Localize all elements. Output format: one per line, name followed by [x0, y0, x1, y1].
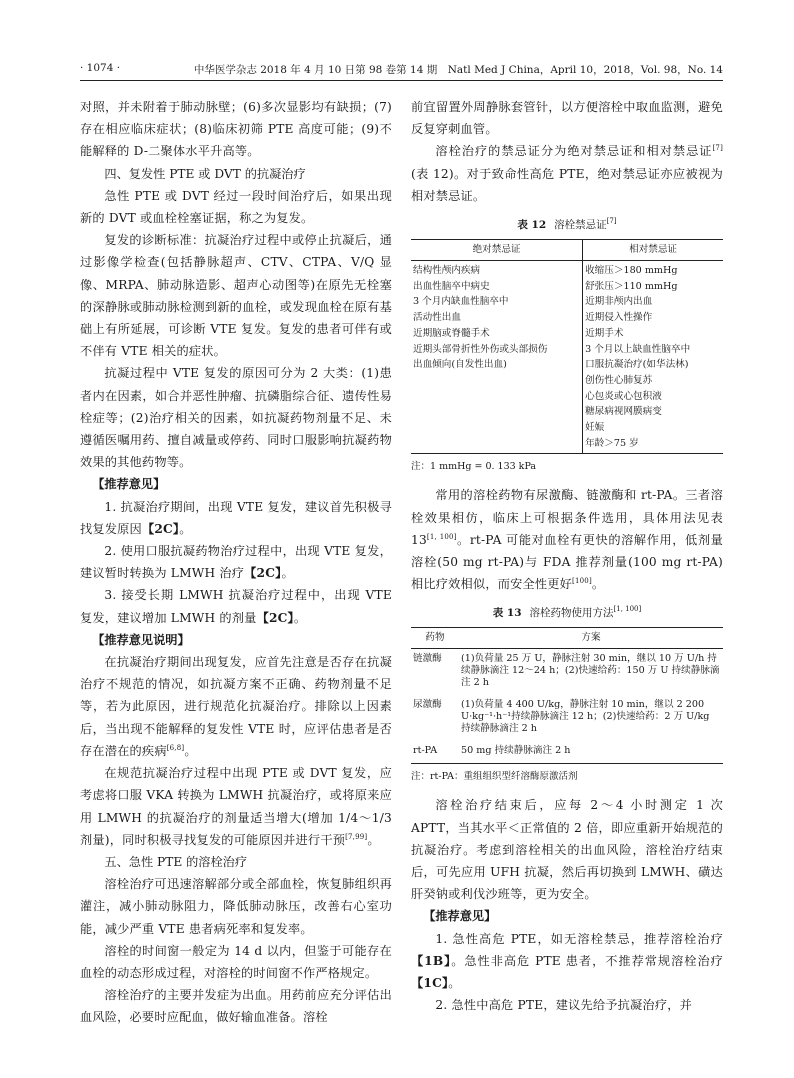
list-item: 近期非颅内出血	[585, 296, 653, 308]
list-item: 活动性出血	[413, 312, 461, 324]
list-item: 创伤性心肺复苏	[585, 374, 653, 386]
paragraph-text: 。rt-PA 可能对血栓有更快的溶解作用，低剂量溶栓(50 mg rt-PA)与 FDA 推荐剂量(100 mg rt-PA)相比疗效相似，而安全性更好	[411, 532, 723, 592]
evidence-level: 【1C】	[411, 976, 449, 991]
table-header-drug: 药物	[411, 628, 459, 649]
evidence-level: 【2C】	[256, 610, 294, 625]
recommendation-item: 1. 急性高危 PTE，如无溶栓禁忌，推荐溶栓治疗【1B】。急性非高危 PTE 患者，不推荐常规溶栓治疗【1C】。	[411, 931, 723, 991]
recommendation-text: 1. 急性高危 PTE，如无溶栓禁忌，推荐溶栓治疗	[435, 931, 723, 946]
header-rule	[80, 80, 723, 81]
paragraph: 溶栓治疗结束后，应每 2～4 小时测定 1 次 APTT，当其水平＜正常值的 2 倍，即应重新开始规范的抗凝治疗。考虑到溶栓相关的出血风险，溶栓治疗结束后，可先应用 UFH 抗凝，然后再切换到 LMWH、磺达肝癸钠或利伐沙班等，更为安全。	[411, 798, 723, 902]
paragraph: 对照，并未附着于肺动脉壁；(6)多次显影均有缺损；(7)存在相应临床症状；(8)临床初筛 PTE 高度可能；(9)不能解释的 D-二聚体水平升高等。	[80, 100, 392, 159]
list-item: 口服抗凝治疗(如华法林)	[585, 359, 689, 371]
left-column	[80, 96, 392, 1029]
citation-ref: [1, 100]	[426, 532, 457, 541]
running-header	[80, 62, 723, 78]
list-item: 年龄＞75 岁	[585, 437, 639, 449]
drug-cell: 尿激酶	[413, 699, 442, 711]
list-item: 出血性脑卒中病史	[413, 280, 490, 292]
list-item: 妊娠	[585, 422, 605, 434]
recommendation-item: 2. 使用口服抗凝药物治疗过程中，出现 VTE 复发，建议暂时转换为 LMWH 治疗【2C】。	[80, 544, 392, 581]
table13-caption	[411, 603, 723, 623]
plan-cell: 50 mg 持续静脉滴注 2 h	[459, 741, 723, 764]
list-item: 糖尿病视网膜病变	[585, 406, 662, 418]
right-column	[411, 96, 723, 1017]
recommendation-heading: 【推荐意见】	[423, 909, 497, 924]
explanation-text: 在规范抗凝治疗过程中出现 PTE 或 DVT 复发，应考虑将口服 VKA 转换为 LMWH 抗凝治疗，或将原来应用 LMWH 的抗凝治疗的剂量适当增大(增加 1/4～1/3 剂量)，同时积极寻找复发的可能原因并进行干预	[80, 766, 392, 847]
paragraph-text: 溶栓治疗的禁忌证分为绝对禁忌证和相对禁忌证	[435, 144, 713, 159]
explanation-paragraph: 在抗凝治疗期间出现复发，应首先注意是否存在抗凝治疗不规范的情况，如抗凝方案不正确、药物剂量不足等，若为此原因，进行规范化抗凝治疗。排除以上因素后，当出现不能解释的复发性 VTE 时，应评估患者是否存在潜在的疾病[6,8]。	[80, 655, 392, 758]
paragraph-text: 。	[591, 577, 605, 592]
paragraph: 前宜留置外周静脉套管针，以方便溶栓中取血监测，避免反复穿刺血管。	[411, 100, 723, 137]
table13-note: 注：rt-PA：重组组织型纤溶酶原激活剂	[411, 771, 578, 783]
table12-note: 注：1 mmHg = 0. 133 kPa	[411, 461, 537, 473]
explanation-heading: 【推荐意见说明】	[92, 632, 190, 647]
recommendation-text: 2. 使用口服抗凝药物治疗过程中，出现 VTE 复发，建议暂时转换为 LMWH 治疗	[80, 544, 392, 581]
contraindications-table	[411, 239, 723, 454]
table-number: 表 12	[517, 219, 547, 232]
table-number: 表 13	[492, 607, 522, 620]
paragraph: 溶栓治疗的主要并发症为出血。用药前应充分评估出血风险，必要时应配血，做好输血准备。溶栓	[80, 988, 392, 1025]
page-number: · 1074 ·	[80, 62, 121, 74]
citation-ref: [7,99]	[345, 832, 368, 841]
table-row	[411, 741, 723, 764]
paragraph: 抗凝过程中 VTE 复发的原因可分为 2 大类：(1)患者内在因素，如合并恶性肿瘤、抗磷脂综合征、遗传性易栓症等；(2)治疗相关的因素，如抗凝药物剂量不足、未遵循医嘱用药、擅自减量或停药、同时口服影响抗凝药物效果的其他药物等。	[80, 366, 392, 470]
recommendation-heading: 【推荐意见】	[92, 477, 166, 492]
section-heading-recurrence: 四、复发性 PTE 或 DVT 的抗凝治疗	[104, 166, 306, 181]
citation-ref: [1, 100]	[613, 605, 642, 614]
list-item: 3 个月以上缺血性脑卒中	[585, 343, 691, 355]
table12-caption	[411, 215, 723, 235]
paragraph: 溶栓的时间窗一般定为 14 d 以内，但鉴于可能存在血栓的动态形成过程，对溶栓的时间窗不作严格规定。	[80, 943, 392, 980]
table-header-relative: 相对禁忌证	[583, 240, 723, 261]
list-item: 心包炎或心包积液	[585, 390, 662, 402]
citation-ref: [7]	[606, 217, 617, 226]
list-item: 结构性颅内疾病	[413, 265, 481, 277]
plan-cell: (1)负荷量 4 400 U/kg，静脉注射 10 min，继以 2 200 U·kg⁻¹·h⁻¹持续静脉滴注 12 h；(2)快速给药：2 万 U/kg 持续静脉滴注 2 h	[461, 699, 710, 735]
thrombolytic-dosing-table	[411, 627, 723, 764]
explanation-paragraph: 在规范抗凝治疗过程中出现 PTE 或 DVT 复发，应考虑将口服 VKA 转换为 LMWH 抗凝治疗，或将原来应用 LMWH 的抗凝治疗的剂量适当增大(增加 1/4～1/3 剂量)，同时积极寻找复发的可能原因并进行干预[7,99]。	[80, 766, 392, 847]
paragraph	[411, 484, 723, 595]
list-item: 3 个月内缺血性脑卒中	[413, 296, 509, 308]
recommendation-item: 1. 抗凝治疗期间，出现 VTE 复发，建议首先积极寻找复发原因【2C】。	[80, 499, 392, 536]
recommendation-text: 3. 接受长期 LMWH 抗凝治疗过程中，出现 VTE 复发，建议增加 LMWH 的剂量	[80, 588, 392, 625]
table-row	[411, 649, 723, 696]
paragraph: 复发的诊断标准：抗凝治疗过程中或停止抗凝后，通过影像学检查(包括静脉超声、CTV、CTPA、V/Q 显像、MRPA、肺动脉造影、超声心动图等)在原先无栓塞的深静脉或肺动脉检测到新的血栓，或发现血栓在原有基础上有所延展，可诊断 VTE 复发。复发的患者可伴有或不伴有 VTE 相关的症状。	[80, 233, 392, 359]
list-item: 出血倾向(自发性出血)	[413, 359, 507, 371]
list-item: 收缩压＞180 mmHg	[585, 265, 678, 277]
citation-ref: [7]	[712, 144, 723, 153]
drug-cell: 链激酶	[413, 653, 442, 665]
citation-ref: [6,8]	[166, 743, 185, 752]
recommendation-item: 2. 急性中高危 PTE，建议先给予抗凝治疗，并	[435, 998, 692, 1013]
drug-cell: rt-PA	[411, 741, 459, 764]
citation-ref: [100]	[572, 577, 592, 586]
evidence-level: 【1B】	[411, 953, 452, 968]
recommendation-text: 1. 抗凝治疗期间，出现 VTE 复发，建议首先积极寻找复发原因	[80, 499, 392, 536]
table-header-absolute: 绝对禁忌证	[411, 240, 583, 261]
paragraph: 溶栓治疗可迅速溶解部分或全部血栓，恢复肺组织再灌注，减小肺动脉阻力，降低肺动脉压，改善右心室功能，减少严重 VTE 患者病死率和复发率。	[80, 877, 392, 936]
paragraph	[411, 140, 723, 207]
list-item: 舒张压＞110 mmHg	[585, 280, 678, 292]
relative-contraindications-cell	[583, 261, 723, 454]
paragraph-text: (表 12)。对于致命性高危 PTE，绝对禁忌证亦应被视为相对禁忌证。	[411, 166, 723, 203]
list-item: 近期头部骨折性外伤或头部损伤	[413, 343, 548, 355]
evidence-level: 【2C】	[244, 566, 282, 581]
list-item: 近期脑或脊髓手术	[413, 327, 490, 339]
paragraph-text: 常用的溶栓药物有尿激酶、链激酶和 rt-PA。三者溶栓效果相仿，临床上可根据条件选用，具体用法见表 13	[411, 488, 723, 547]
list-item: 近期侵入性操作	[585, 312, 653, 324]
section-heading-thrombolysis: 五、急性 PTE 的溶栓治疗	[104, 854, 248, 869]
plan-cell: (1)负荷量 25 万 U，静脉注射 30 min，继以 10 万 U/h 持续静脉滴注 12～24 h；(2)快速给药：150 万 U 持续静脉滴注 2 h	[461, 653, 720, 689]
recommendation-item: 3. 接受长期 LMWH 抗凝治疗过程中，出现 VTE 复发，建议增加 LMWH 的剂量【2C】。	[80, 588, 392, 625]
list-item: 近期手术	[585, 327, 624, 339]
paragraph: 急性 PTE 或 DVT 经过一段时间治疗后，如果出现新的 DVT 或血栓栓塞证据，称之为复发。	[80, 188, 392, 226]
evidence-level: 【2C】	[141, 521, 180, 536]
table-title: 溶栓药物使用方法	[529, 607, 614, 620]
journal-citation: 中华医学杂志 2018 年 4 月 10 日第 98 卷第 14 期 Natl Med J China，April 10，2018，Vol. 98，No. 14	[193, 64, 723, 76]
absolute-contraindications-cell	[411, 261, 583, 454]
explanation-text: 在抗凝治疗期间出现复发，应首先注意是否存在抗凝治疗不规范的情况，如抗凝方案不正确、药物剂量不足等，若为此原因，进行规范化抗凝治疗。排除以上因素后，当出现不能解释的复发性 VTE 时，应评估患者是否存在潜在的疾病	[80, 655, 392, 758]
table-title: 溶栓禁忌证	[554, 219, 607, 232]
table-header-plan: 方案	[459, 628, 723, 649]
recommendation-text: 。急性非高危 PTE 患者，不推荐常规溶栓治疗	[451, 953, 723, 968]
table-row	[411, 695, 723, 741]
